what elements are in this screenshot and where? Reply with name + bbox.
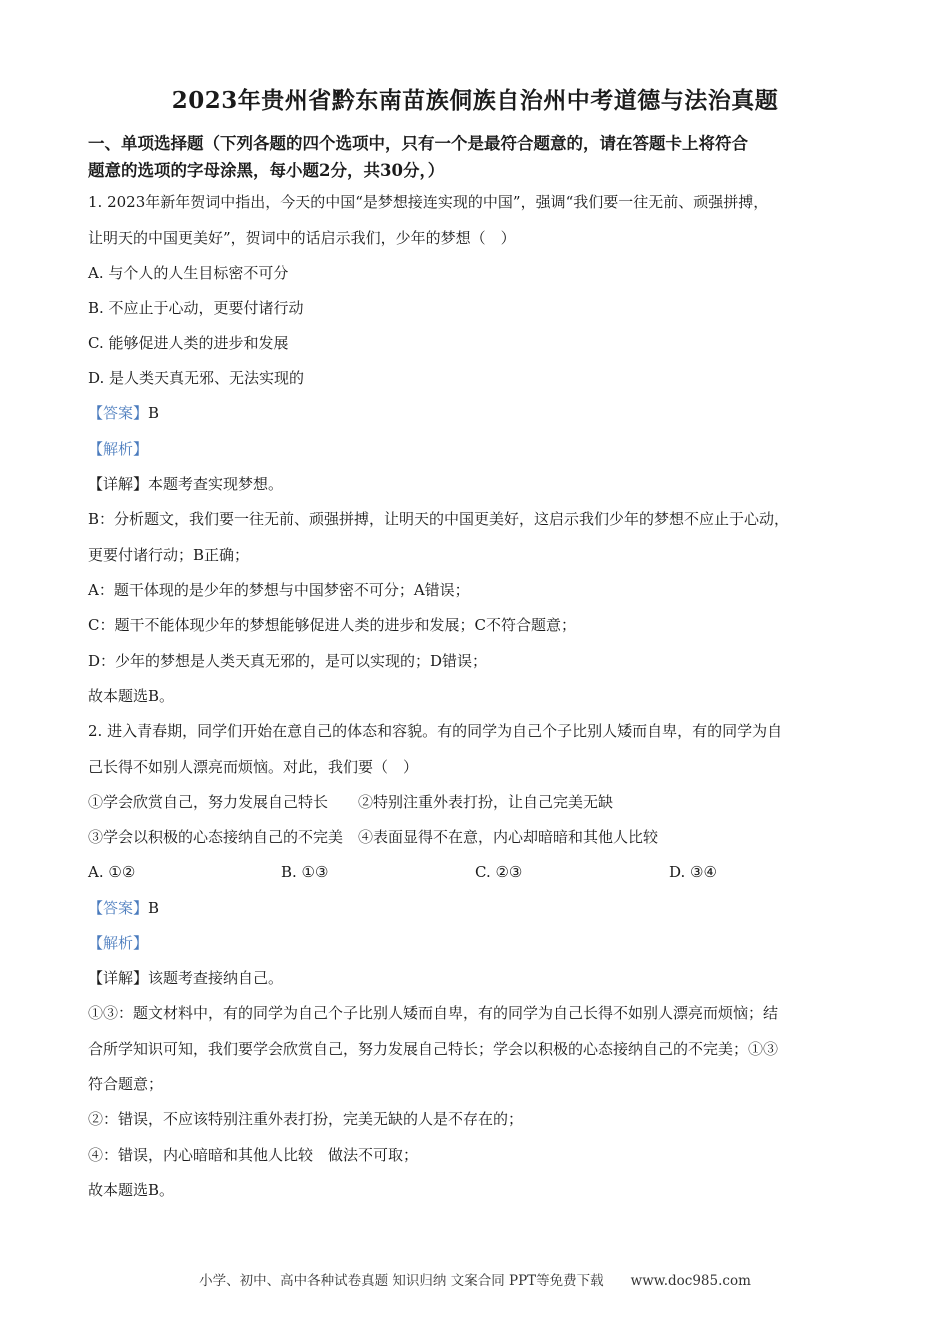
page-title: 2023年贵州省黔东南苗族侗族自治州中考道德与法治真题: [171, 87, 779, 114]
q1-explanation-2: A：题干体现的是少年的梦想与中国梦密不可分；A错误；: [88, 581, 470, 599]
q1-analysis: [88, 438, 868, 460]
q1-answer-tag: 【答案】: [88, 404, 149, 422]
q2-explanation-2: ②：错误，不应该特别注重外表打扮，完美无缺的人是不存在的；: [88, 1110, 524, 1128]
q2-explanation-3: ④：错误，内心暗暗和其他人比较 做法不可取；: [88, 1146, 419, 1164]
q1-conclusion: 故本题选B。: [88, 687, 175, 705]
q2-option-c: C. ②③: [475, 863, 523, 881]
q2-option-b: B. ①③: [281, 863, 329, 881]
q1-analysis-tag: 【解析】: [88, 440, 149, 458]
q1-explanation-3: C：题干不能体现少年的梦想能够促进人类的进步和发展；C不符合题意；: [88, 616, 576, 634]
q2-answer: [88, 897, 868, 919]
q2-detail-tag: 【详解】: [88, 969, 149, 987]
q2-explanation-1b: 合所学知识可知，我们要学会欣赏自己，努力发展自己特长；学会以积极的心态接纳自己的不完美；①③: [88, 1040, 779, 1058]
q2-stem-line-2: 己长得不如别人漂亮而烦恼。对此，我们要（ ）: [88, 758, 419, 776]
q2-analysis: [88, 932, 868, 954]
q2-stem-line-1: 2. 进入青春期，同学们开始在意自己的体态和容貌。有的同学为自己个子比别人矮而自卑，有的同学为自: [88, 722, 783, 740]
q1-answer-value: B: [148, 404, 160, 422]
section-heading-line-2: 题意的选项的字母涂黑，每小题2分，共30分，）: [88, 161, 445, 180]
q2-items-1-2: ①学会欣赏自己，努力发展自己特长 ②特别注重外表打扮，让自己完美无缺: [88, 793, 614, 811]
q1-detail-tag: 【详解】: [88, 475, 149, 493]
q1-explanation-4: D：少年的梦想是人类天真无邪的，是可以实现的；D错误；: [88, 652, 488, 670]
section-heading-line-1: 一、单项选择题（下列各题的四个选项中，只有一个是最符合题意的，请在答题卡上将符合: [88, 134, 748, 153]
q2-option-d: D. ③④: [669, 863, 717, 881]
q1-option-d: D. 是人类天真无邪、无法实现的: [88, 369, 305, 387]
q1-stem-line-1: 1. 2023年新年贺词中指出，今天的中国“是梦想接连实现的中国”，强调“我们要一往无前、顽强拼搏，: [88, 193, 769, 211]
q2-explanation-1c: 符合题意；: [88, 1075, 164, 1093]
q2-items-3-4: ③学会以积极的心态接纳自己的不完美 ④表面显得不在意，内心却暗暗和其他人比较: [88, 828, 659, 846]
q1-option-c: C. 能够促进人类的进步和发展: [88, 334, 289, 352]
q1-detail: [88, 473, 868, 495]
q2-analysis-tag: 【解析】: [88, 934, 149, 952]
q1-stem-line-2: 让明天的中国更美好”，贺词中的话启示我们，少年的梦想（ ）: [88, 229, 516, 247]
q1-detail-text: 本题考查实现梦想。: [148, 475, 284, 493]
q1-answer: [88, 402, 868, 424]
q1-option-a: A. 与个人的人生目标密不可分: [88, 264, 289, 282]
q2-answer-value: B: [148, 899, 160, 917]
q2-detail-text: 该题考查接纳自己。: [148, 969, 284, 987]
q2-conclusion: 故本题选B。: [88, 1181, 175, 1199]
q2-detail: [88, 967, 868, 989]
q2-answer-tag: 【答案】: [88, 899, 149, 917]
q2-explanation-1a: ①③：题文材料中，有的同学为自己个子比别人矮而自卑，有的同学为自己长得不如别人漂亮而烦恼；结: [88, 1004, 779, 1022]
q1-explanation-1b: 更要付诸行动；B正确；: [88, 546, 250, 564]
q2-option-a: A. ①②: [88, 863, 136, 881]
q1-explanation-1a: B：分析题文，我们要一往无前、顽强拼搏，让明天的中国更美好，这启示我们少年的梦想不应止于心动，: [88, 510, 790, 528]
q1-option-b: B. 不应止于心动，更要付诸行动: [88, 299, 304, 317]
page-footer: 小学、初中、高中各种试卷真题 知识归纳 文案合同 PPT等免费下载 www.doc985.com: [199, 1273, 751, 1289]
